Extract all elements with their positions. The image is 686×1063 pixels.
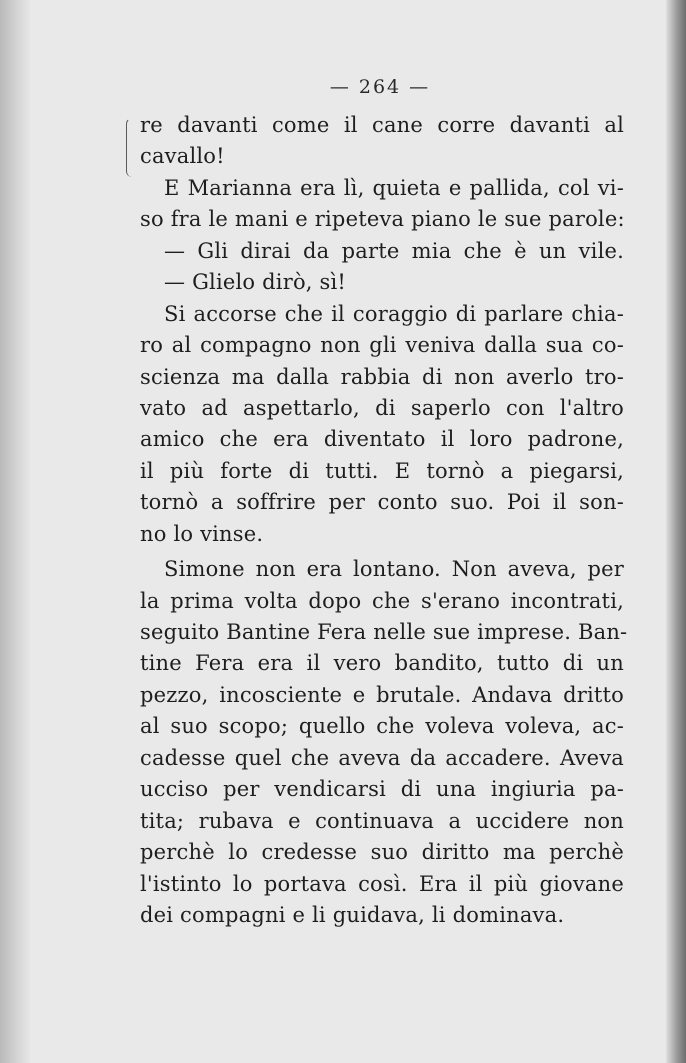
text-line: E Marianna era lì, quieta e pallida, col vi- xyxy=(164,175,624,200)
text-line: amico che era diventato il loro padrone, xyxy=(140,427,624,452)
text-line: cavallo! xyxy=(140,144,225,169)
text-line: scienza ma dalla rabbia di non averlo tro- xyxy=(140,364,624,389)
text-line: al suo scopo; quello che voleva voleva, ac- xyxy=(140,714,624,739)
text-line: ucciso per vendicarsi di una ingiuria pa- xyxy=(140,777,624,802)
body-text xyxy=(140,110,628,931)
text-line: la prima volta dopo che s'erano incontrati, xyxy=(140,588,624,613)
text-line: pezzo, incosciente e brutale. Andava dritto xyxy=(140,682,624,707)
page-edge-shadow xyxy=(666,0,686,1063)
text-line: seguito Bantine Fera nelle sue imprese. Ban- xyxy=(140,620,628,644)
margin-bracket-mark xyxy=(126,118,133,177)
page-number: — 264 — xyxy=(329,76,431,98)
text-line: — Glielo dirò, sì! xyxy=(164,270,347,295)
text-line: cadesse quel che aveva da accadere. Aveva xyxy=(140,745,624,770)
text-line: perchè lo credesse suo diritto ma perchè xyxy=(140,840,624,865)
text-line: so fra le mani e ripeteva piano le sue parole: xyxy=(140,207,625,232)
text-line: Si accorse che il coraggio di parlare chia- xyxy=(164,301,624,326)
text-line: vato ad aspettarlo, di saperlo con l'altro xyxy=(140,395,624,420)
text-line: tornò a soffrire per conto suo. Poi il son- xyxy=(140,490,624,515)
text-line: re davanti come il cane corre davanti al xyxy=(140,113,624,137)
text-line: dei compagni e li guidava, li dominava. xyxy=(140,902,565,927)
text-line: ro al compagno non gli veniva dalla sua co- xyxy=(140,333,624,358)
text-line: — Gli dirai da parte mia che è un vile. xyxy=(164,238,624,263)
text-line: tine Fera era il vero bandito, tutto di un xyxy=(140,651,624,676)
text-line: il più forte di tutti. E tornò a piegarsi, xyxy=(140,458,624,483)
text-line: no lo vinse. xyxy=(140,521,264,546)
text-line: Simone non era lontano. Non aveva, per xyxy=(164,557,624,582)
text-line: tita; rubava e continuava a uccidere non xyxy=(140,808,624,833)
page-gutter-shadow xyxy=(0,0,30,1063)
text-line: l'istinto lo portava così. Era il più giovane xyxy=(140,871,624,896)
